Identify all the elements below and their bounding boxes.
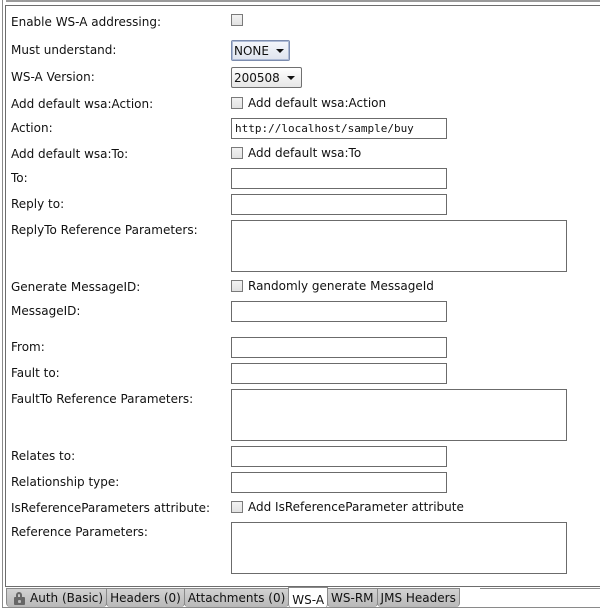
tab-jms-headers-label: JMS Headers [380,591,456,605]
reply-to-ref-params-textarea[interactable] [231,220,567,272]
tab-wsa-label: WS-A [292,592,325,607]
reply-to-ref-params-label: ReplyTo Reference Parameters: [11,223,198,237]
must-understand-value: NONE [234,43,269,58]
message-id-label: MessageID: [11,304,81,318]
add-default-action-checkbox[interactable] [231,96,386,110]
tab-wsrm-label: WS-RM [331,591,374,605]
action-input[interactable]: http://localhost/sample/buy [231,118,447,139]
checkbox-box[interactable] [231,501,243,513]
generate-message-id-label: Generate MessageID: [11,280,141,294]
bottom-tab-bar [6,588,459,608]
from-input[interactable] [231,337,447,358]
ref-params-label: Reference Parameters: [11,525,148,539]
tab-headers[interactable] [106,588,185,607]
tab-attachments[interactable] [184,588,289,607]
checkbox-box[interactable] [231,280,243,292]
add-default-to-checkbox[interactable] [231,146,361,160]
lock-icon [14,592,24,604]
generate-message-id-checkbox[interactable] [231,279,434,293]
add-default-action-label: Add default wsa:Action: [11,97,154,111]
message-id-input[interactable] [231,301,447,322]
wsa-version-label: WS-A Version: [11,70,95,84]
chevron-down-icon [276,49,284,53]
relationship-type-input[interactable] [231,472,447,493]
chevron-down-icon [287,76,295,80]
add-default-to-label: Add default wsa:To: [11,147,129,161]
tab-auth-label: Auth (Basic) [30,591,104,605]
wsa-version-select[interactable] [231,67,302,88]
add-default-action-checkbox-label[interactable]: Add default wsa:Action [248,96,387,110]
enable-wsa-label: Enable WS-A addressing: [11,15,162,29]
is-ref-params-attr-checkbox-label[interactable]: Add IsReferenceParameter attribute [248,500,464,514]
outer-border-bottom [2,607,600,608]
tab-wsrm[interactable] [327,588,378,607]
wsa-version-value: 200508 [234,70,280,85]
ref-params-textarea[interactable] [231,522,567,574]
fault-to-ref-params-label: FaultTo Reference Parameters: [11,392,194,406]
relationship-type-label: Relationship type: [11,475,120,489]
to-input[interactable] [231,168,447,189]
add-default-to-checkbox-label[interactable]: Add default wsa:To [248,146,362,160]
relates-to-label: Relates to: [11,449,76,463]
tab-jms-headers[interactable] [377,588,460,607]
checkbox-box[interactable] [231,97,243,109]
fault-to-input[interactable] [231,363,447,384]
tab-headers-label: Headers (0) [110,591,181,605]
fault-to-label: Fault to: [11,366,60,380]
enable-wsa-checkbox[interactable] [231,14,248,26]
is-ref-params-attr-label: IsReferenceParameters attribute: [11,501,211,515]
from-label: From: [11,340,45,354]
action-label: Action: [11,121,53,135]
tab-strip-divider [480,588,600,589]
generate-message-id-checkbox-label[interactable]: Randomly generate MessageId [248,279,434,293]
reply-to-input[interactable] [231,194,447,215]
panel-top-border [6,5,600,6]
tab-wsa[interactable] [288,587,328,608]
is-ref-params-attr-checkbox[interactable] [231,500,464,514]
relates-to-input[interactable] [231,446,447,467]
must-understand-label: Must understand: [11,43,117,57]
fault-to-ref-params-textarea[interactable] [231,389,567,441]
checkbox-box[interactable] [231,147,243,159]
checkbox-box[interactable] [231,14,243,26]
tab-attachments-label: Attachments (0) [187,591,286,605]
tab-auth[interactable] [6,588,107,607]
must-understand-select[interactable] [231,40,290,61]
reply-to-label: Reply to: [11,197,65,211]
to-label: To: [11,171,28,185]
outer-border-left [2,0,3,608]
top-divider [6,0,600,2]
